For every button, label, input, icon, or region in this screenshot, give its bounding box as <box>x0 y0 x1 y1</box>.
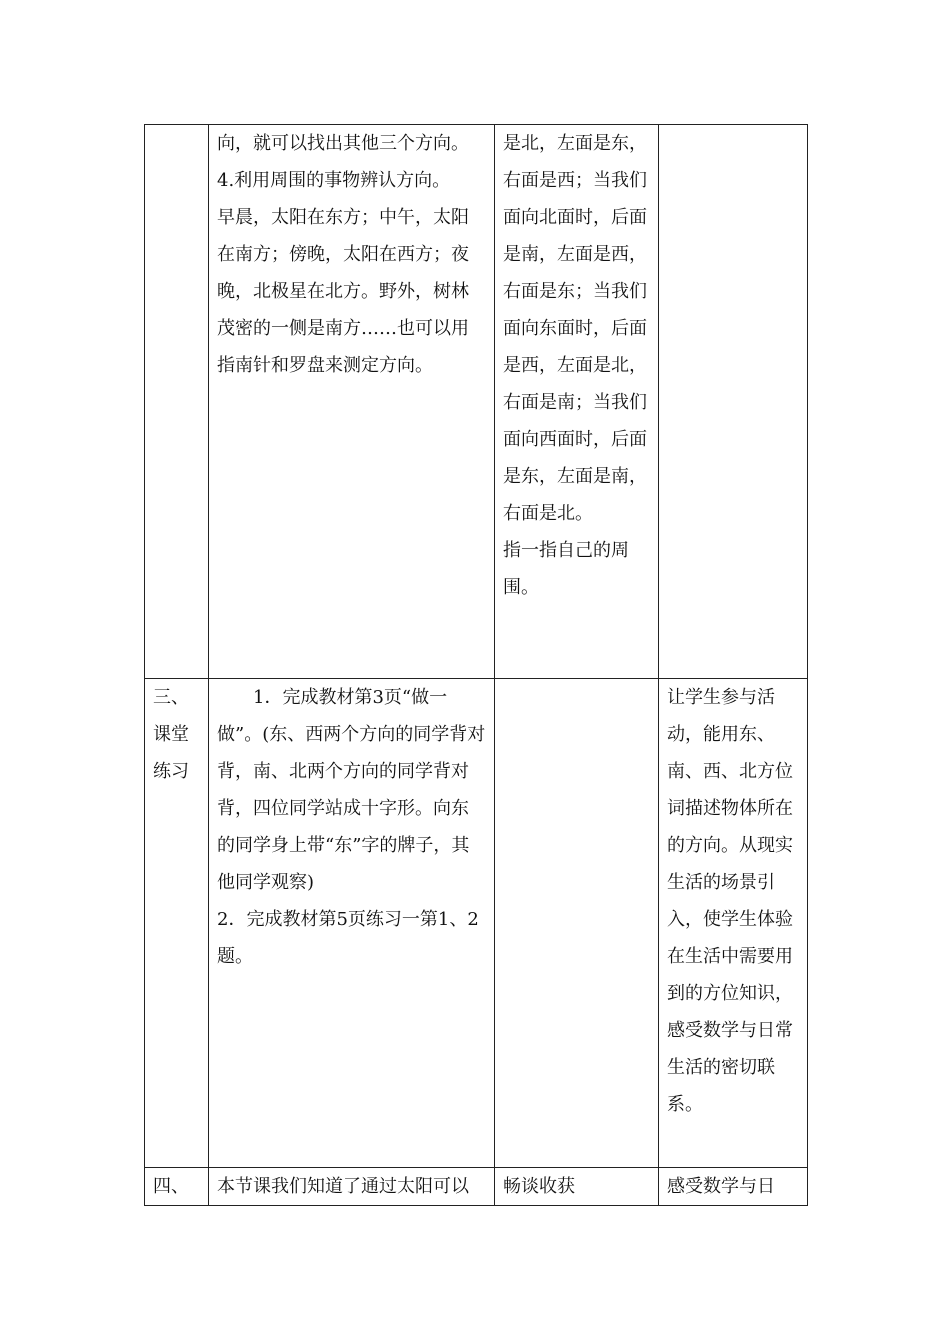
stage-cell <box>145 679 209 1168</box>
content-cell <box>209 679 495 1168</box>
table-row <box>145 125 808 679</box>
purpose-paragraph: 让学生参与活动，能用东、南、西、北方位词描述物体所在的方向。从现实生活的场景引入，使学生体验在生活中需要用到的方位知识，感受数学与日常生活的密切联系。 <box>667 687 793 1115</box>
activity-paragraph: 畅谈收获 <box>503 1176 575 1197</box>
stage-cell <box>145 125 209 679</box>
stage-label: 三、课堂练习 <box>153 687 189 782</box>
content-paragraph: 早晨，太阳在东方；中午，太阳在南方；傍晚，太阳在西方；夜晚，北极星在北方。野外，树林茂密的一侧是南方……也可以用指南针和罗盘来测定方向。 <box>217 207 469 376</box>
lesson-plan-table <box>144 124 808 1206</box>
activity-paragraph: 是北，左面是东，右面是西；当我们面向北面时，后面是南，左面是西，右面是东；当我们面向东面时，后面是西，左面是北，右面是南；当我们面向西面时，后面是东，左面是南，右面是北。 <box>503 133 647 524</box>
content-cell <box>209 1168 495 1206</box>
content-paragraph: 2．完成教材第5页练习一第1、2题。 <box>217 909 479 967</box>
content-paragraph: 本节课我们知道了通过太阳可以 <box>217 1176 469 1197</box>
stage-cell <box>145 1168 209 1206</box>
content-paragraph: 向，就可以找出其他三个方向。 <box>217 133 469 154</box>
activity-cell <box>495 679 659 1168</box>
table-row <box>145 1168 808 1206</box>
table-row <box>145 679 808 1168</box>
activity-cell <box>495 125 659 679</box>
stage-label: 四、 <box>153 1176 189 1197</box>
content-paragraph: 4.利用周围的事物辨认方向。 <box>217 170 451 191</box>
content-paragraph: 1．完成教材第3页“做一做”。(东、西两个方向的同学背对背，南、北两个方向的同学背对背，四位同学站成十字形。向东的同学身上带“东”字的牌子，其他同学观察) <box>217 687 486 893</box>
activity-paragraph: 指一指自己的周围。 <box>503 540 629 598</box>
purpose-cell <box>659 679 808 1168</box>
purpose-cell <box>659 1168 808 1206</box>
activity-cell <box>495 1168 659 1206</box>
purpose-paragraph: 感受数学与日 <box>667 1176 775 1197</box>
content-cell <box>209 125 495 679</box>
purpose-cell <box>659 125 808 679</box>
